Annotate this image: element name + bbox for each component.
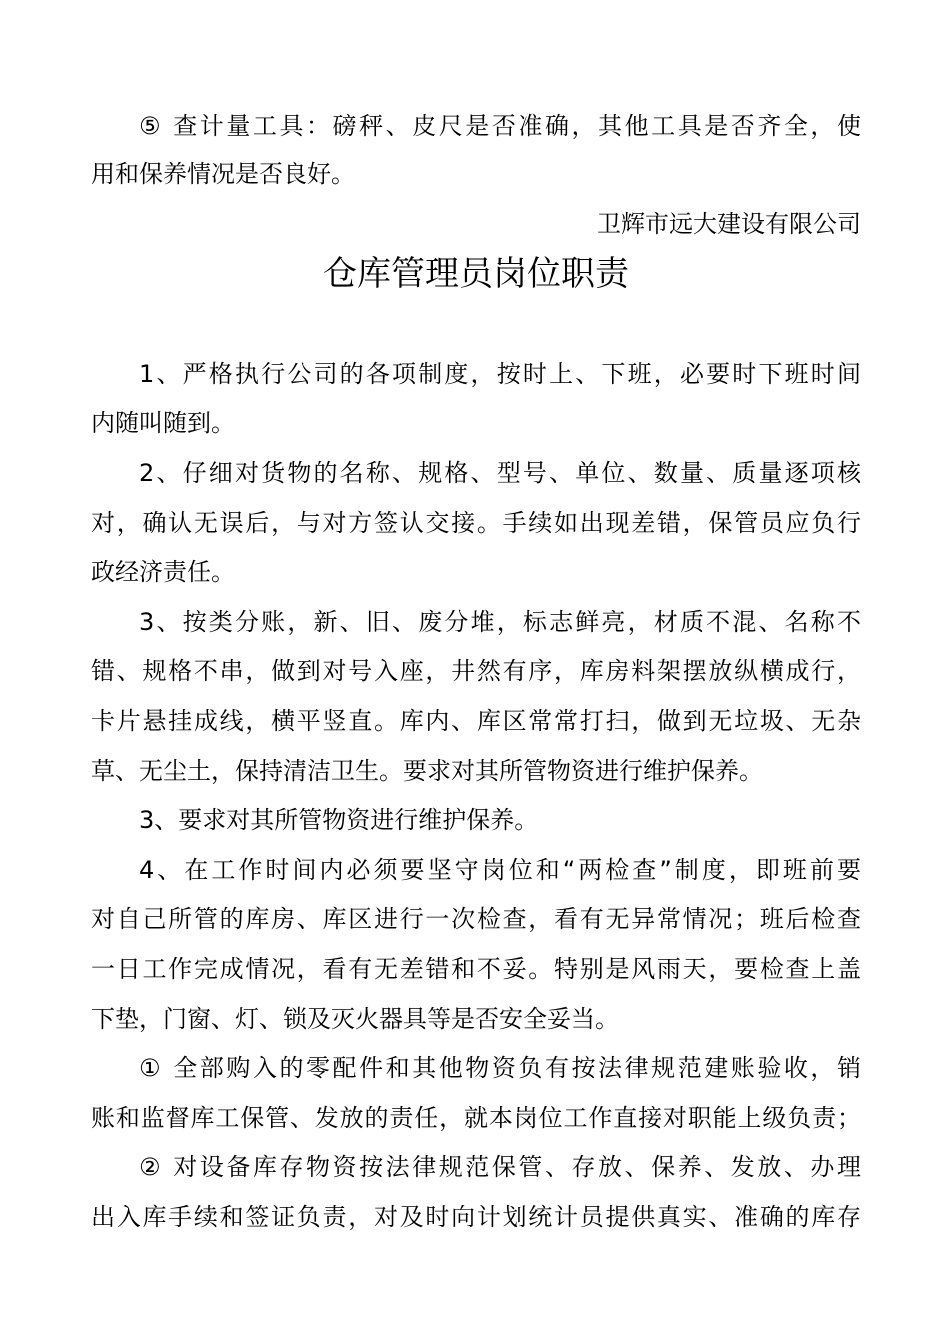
paragraph-line: 1、严格执行公司的各项制度，按时上、下班，必要时下班时间 <box>139 360 861 388</box>
paragraph-line: 下垫，门窗、灯、锁及灭火器具等是否安全妥当。 <box>91 1005 619 1033</box>
paragraph-line: 草、无尘土，保持清洁卫生。要求对其所管物资进行维护保养。 <box>91 757 763 785</box>
paragraph-line: 政经济责任。 <box>91 558 235 586</box>
paragraph-line: 2、仔细对货物的名称、规格、型号、单位、数量、质量逐项核 <box>139 459 861 487</box>
paragraph-line: ② 对设备库存物资按法律规范保管、存放、保养、发放、办理 <box>139 1153 861 1181</box>
paragraph-line: 一日工作完成情况，看有无差错和不妥。特别是风雨天，要检查上盖 <box>91 955 861 983</box>
paragraph-line: 用和保养情况是否良好。 <box>91 160 355 188</box>
paragraph-line: 4、在工作时间内必须要坚守岗位和“两检查”制度，即班前要 <box>139 856 861 884</box>
paragraph-line: 出入库手续和签证负责，对及时向计划统计员提供真实、准确的库存 <box>91 1203 861 1231</box>
paragraph-line: 3、按类分账，新、旧、废分堆，标志鲜亮，材质不混、名称不 <box>139 608 861 636</box>
paragraph-line: 错、规格不串，做到对号入座，井然有序，库房料架摆放纵横成行， <box>91 657 861 685</box>
paragraph-line: ⑤ 查计量工具：磅秤、皮尺是否准确，其他工具是否齐全，使 <box>139 112 861 140</box>
paragraph-line: 3、要求对其所管物资进行维护保养。 <box>139 806 539 834</box>
paragraph-line: 对自己所管的库房、库区进行一次检查，看有无异常情况；班后检查 <box>91 905 861 933</box>
paragraph-line: 卡片悬挂成线，横平竖直。库内、库区常常打扫，做到无垃圾、无杂 <box>91 707 861 735</box>
page-title: 仓库管理员岗位职责 <box>323 254 629 294</box>
paragraph-line: 账和监督库工保管、发放的责任，就本岗位工作直接对职能上级负责； <box>91 1104 861 1132</box>
company-signature: 卫辉市远大建设有限公司 <box>597 210 861 238</box>
paragraph-line: 对，确认无误后，与对方签认交接。手续如出现差错，保管员应负行 <box>91 509 861 537</box>
paragraph-line: ① 全部购入的零配件和其他物资负有按法律规范建账验收，销 <box>139 1054 861 1082</box>
paragraph-line: 内随叫随到。 <box>91 409 235 437</box>
